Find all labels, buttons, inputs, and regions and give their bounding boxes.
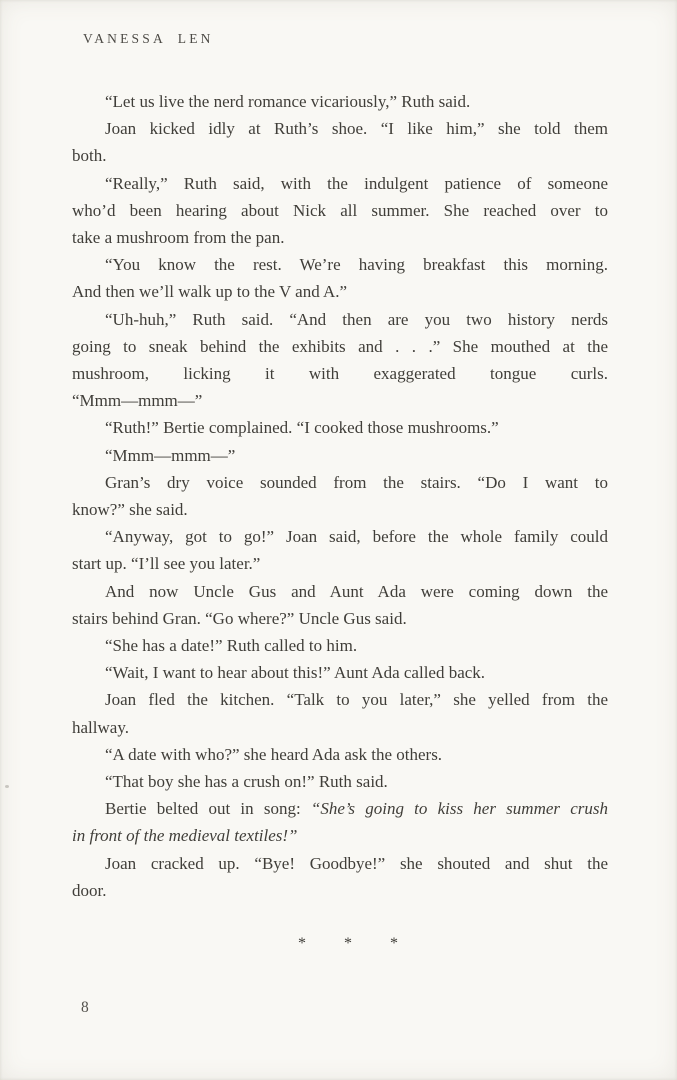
- text-line: [72, 850, 608, 877]
- text-line: [72, 360, 608, 387]
- text-segment: Bertie belted out in song:: [105, 799, 311, 819]
- text-segment: “Let us live the nerd romance vicariously,” Ruth said.: [105, 92, 471, 111]
- page-body: [72, 88, 608, 957]
- text-segment: who’d been hearing about Nick all summer. She reached over to: [72, 200, 608, 220]
- text-segment: “That boy she has a crush on!” Ruth said.: [105, 772, 388, 792]
- paragraph: [72, 115, 608, 169]
- text-line: [72, 142, 608, 169]
- section-break: * * *: [298, 935, 398, 953]
- page-number: 8: [81, 999, 89, 1016]
- text-line: [72, 115, 608, 142]
- text-line: [72, 387, 608, 414]
- text-line: [72, 605, 608, 632]
- paragraph: [72, 88, 608, 115]
- text-line: [72, 877, 608, 904]
- text-line: [72, 822, 608, 849]
- paragraph: [72, 850, 608, 904]
- text-line: [72, 632, 608, 659]
- text-segment: stairs behind Gran. “Go where?” Uncle Gus said.: [72, 608, 407, 628]
- paragraph: [72, 768, 608, 795]
- text-line: [72, 686, 608, 713]
- text-line: [72, 224, 608, 251]
- text-segment: both.: [72, 146, 107, 166]
- text-line: [72, 197, 608, 224]
- text-segment: Gran’s dry voice sounded from the stairs. “Do I want to: [105, 472, 608, 492]
- paragraph: [72, 659, 608, 686]
- text-line: [72, 578, 608, 605]
- text-segment: door.: [72, 880, 107, 900]
- text-segment: And then we’ll walk up to the V and A.”: [72, 282, 348, 302]
- text-segment: Joan cracked up. “Bye! Goodbye!” she shouted and shut the: [105, 853, 608, 873]
- text-segment: “Mmm—mmm—”: [105, 445, 236, 465]
- text-line: [72, 550, 608, 577]
- italic-text: in front of the medieval textiles!”: [72, 826, 298, 846]
- text-segment: “Mmm—mmm—”: [72, 391, 203, 411]
- running-header: VANESSA LEN: [83, 31, 214, 46]
- paragraph: [72, 442, 608, 469]
- text-line: [72, 659, 608, 686]
- paragraph: [72, 306, 608, 415]
- paragraph: [72, 686, 608, 740]
- text-line: [72, 768, 608, 795]
- paragraph: [72, 414, 608, 441]
- text-segment: start up. “I’ll see you later.”: [72, 554, 261, 574]
- text-segment: take a mushroom from the pan.: [72, 228, 285, 248]
- text-line: [72, 333, 608, 360]
- scan-artifact: [5, 785, 9, 788]
- text-segment: Joan fled the kitchen. “Talk to you later,” she yelled from the: [105, 690, 608, 710]
- text-segment: “A date with who?” she heard Ada ask the others.: [105, 744, 443, 764]
- paragraph: [72, 170, 608, 252]
- text-segment: “Wait, I want to hear about this!” Aunt Ada called back.: [105, 663, 486, 683]
- paragraph: [72, 251, 608, 305]
- paragraph: [72, 795, 608, 849]
- text-line: [72, 88, 608, 115]
- text-segment: hallway.: [72, 717, 129, 737]
- text-segment: “She has a date!” Ruth called to him.: [105, 636, 358, 656]
- text-line: [72, 795, 608, 822]
- paragraph: [72, 632, 608, 659]
- text-segment: “Really,” Ruth said, with the indulgent patience of someone: [105, 173, 608, 193]
- paragraph: [72, 578, 608, 632]
- text-line: [72, 414, 608, 441]
- text-line: [72, 306, 608, 333]
- text-line: [72, 278, 608, 305]
- text-line: [72, 469, 608, 496]
- text-segment: “Uh-huh,” Ruth said. “And then are you two history nerds: [105, 309, 608, 329]
- text-line: [72, 741, 608, 768]
- text-segment: know?” she said.: [72, 500, 188, 520]
- text-line: [72, 251, 608, 278]
- text-segment: mushroom, licking it with exaggerated tongue curls.: [72, 364, 608, 384]
- text-line: [72, 170, 608, 197]
- italic-text: “She’s going to kiss her summer crush: [310, 799, 608, 819]
- text-segment: And now Uncle Gus and Aunt Ada were coming down the: [105, 581, 608, 601]
- paragraph: [72, 741, 608, 768]
- text-segment: “Anyway, got to go!” Joan said, before the whole family could: [105, 527, 608, 547]
- text-segment: going to sneak behind the exhibits and . . .” She mouthed at the: [72, 336, 608, 356]
- text-segment: “Ruth!” Bertie complained. “I cooked those mushrooms.”: [105, 418, 499, 438]
- paragraph: [72, 523, 608, 577]
- paragraph-container: [72, 88, 608, 904]
- text-line: [72, 442, 608, 469]
- text-line: [72, 496, 608, 523]
- text-segment: Joan kicked idly at Ruth’s shoe. “I like him,” she told them: [105, 119, 608, 139]
- text-segment: “You know the rest. We’re having breakfast this morning.: [105, 255, 608, 275]
- text-line: [72, 714, 608, 741]
- paragraph: [72, 469, 608, 523]
- text-line: [72, 523, 608, 550]
